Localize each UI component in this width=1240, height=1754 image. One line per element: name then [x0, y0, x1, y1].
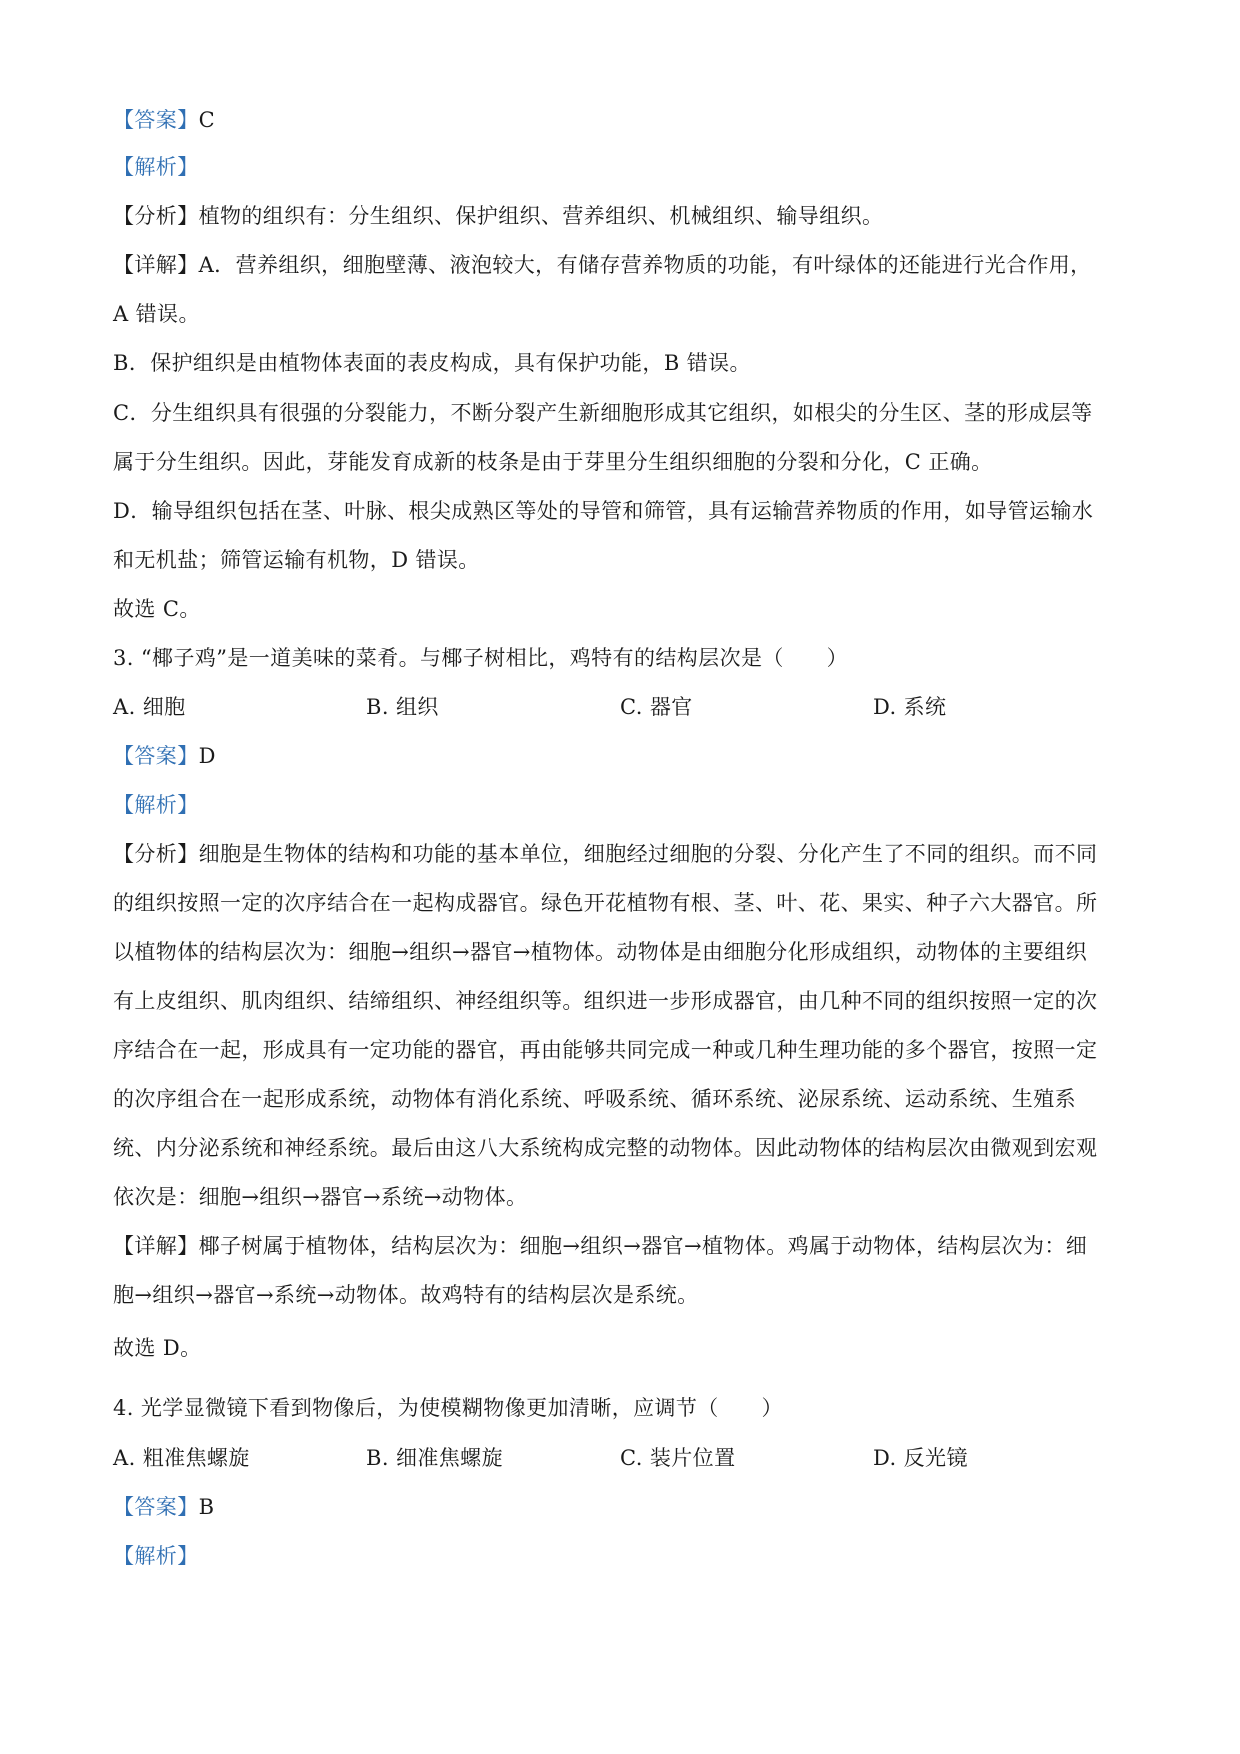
q3-option-b: B. 组织	[366, 695, 439, 719]
q3-option-a: A. 细胞	[113, 695, 186, 719]
q2-option-c-line-2: 属于分生组织。因此，芽能发育成新的枝条是由于芽里分生组织细胞的分裂和分化，C 正确。	[113, 450, 993, 474]
explain-tag: 【解析】	[113, 793, 199, 817]
q3-choice-line: 故选 D。	[113, 1336, 202, 1360]
q3-analysis-line-2: 的组织按照一定的次序结合在一起构成器官。绿色开花植物有根、茎、叶、花、果实、种子六大器官。所	[113, 891, 1098, 915]
q3-analysis-line-4: 有上皮组织、肌肉组织、结缔组织、神经组织等。组织进一步形成器官，由几种不同的组织按照一定的次	[113, 989, 1098, 1013]
q2-option-c-line-1: C．分生组织具有很强的分裂能力，不断分裂产生新细胞形成其它组织，如根尖的分生区、茎的形成层等	[113, 401, 1093, 425]
q2-answer-line	[113, 105, 215, 135]
detail-tag: 【详解】	[113, 253, 199, 277]
q2-detail-line-1	[113, 250, 1092, 280]
q3-stem: 3. “椰子鸡”是一道美味的菜肴。与椰子树相比，鸡特有的结构层次是（ ）	[113, 646, 848, 670]
q4-stem: 4. 光学显微镜下看到物像后，为使模糊物像更加清晰，应调节（ ）	[113, 1396, 783, 1420]
q2-detail-line-2: A 错误。	[113, 302, 200, 326]
q3-analysis-text-1: 细胞是生物体的结构和功能的基本单位，细胞经过细胞的分裂、分化产生了不同的组织。而不同	[198, 842, 1098, 866]
q3-analysis-line-8: 依次是：细胞→组织→器官→系统→动物体。	[113, 1185, 528, 1209]
answer-tag: 【答案】	[113, 108, 199, 132]
answer-tag: 【答案】	[113, 744, 199, 768]
q3-answer-value: D	[198, 744, 216, 768]
q4-option-c: C. 装片位置	[620, 1446, 736, 1470]
analysis-tag: 【分析】	[113, 204, 199, 228]
analysis-tag: 【分析】	[113, 842, 199, 866]
q3-analysis-line-6: 的次序组合在一起形成系统，动物体有消化系统、呼吸系统、循环系统、泌尿系统、运动系统、生殖系	[113, 1087, 1076, 1111]
detail-tag: 【详解】	[113, 1234, 199, 1258]
answer-tag: 【答案】	[113, 1495, 199, 1519]
q4-option-b: B. 细准焦螺旋	[366, 1446, 503, 1470]
q3-analysis-line-3: 以植物体的结构层次为：细胞→组织→器官→植物体。动物体是由细胞分化形成组织，动物体的主要组织	[113, 940, 1088, 964]
q2-option-d-line-1: D．输导组织包括在茎、叶脉、根尖成熟区等处的导管和筛管，具有运输营养物质的作用，如导管运输水	[113, 499, 1094, 523]
q2-option-b-line: B．保护组织是由植物体表面的表皮构成，具有保护功能，B 错误。	[113, 351, 751, 375]
q3-option-c: C. 器官	[620, 695, 693, 719]
q2-analysis-text: 植物的组织有：分生组织、保护组织、营养组织、机械组织、输导组织。	[198, 204, 884, 228]
q2-choice-line: 故选 C。	[113, 597, 201, 621]
q4-answer-value: B	[198, 1495, 215, 1519]
q2-analysis-line	[113, 201, 883, 231]
q3-analysis-line-1	[113, 839, 1097, 869]
q4-option-d: D. 反光镜	[873, 1446, 968, 1470]
q3-analysis-line-5: 序结合在一起，形成具有一定功能的器官，再由能够共同完成一种或几种生理功能的多个器官，按照一定	[113, 1038, 1098, 1062]
q4-answer-line	[113, 1492, 214, 1522]
q3-detail-line-1	[113, 1231, 1087, 1261]
q4-option-a: A. 粗准焦螺旋	[113, 1446, 250, 1470]
q2-detail-text-1: A．营养组织，细胞壁薄、液泡较大，有储存营养物质的功能，有叶绿体的还能进行光合作用，	[198, 253, 1092, 277]
q3-explain-line	[113, 790, 199, 820]
q3-option-d: D. 系统	[873, 695, 947, 719]
explain-tag: 【解析】	[113, 155, 199, 179]
q2-option-d-line-2: 和无机盐；筛管运输有机物，D 错误。	[113, 548, 480, 572]
q2-explain-line	[113, 152, 199, 182]
q3-analysis-line-7: 统、内分泌系统和神经系统。最后由这八大系统构成完整的动物体。因此动物体的结构层次由微观到宏观	[113, 1136, 1098, 1160]
q2-answer-value: C	[198, 108, 216, 132]
q4-explain-line	[113, 1541, 199, 1571]
q3-detail-text-1: 椰子树属于植物体，结构层次为：细胞→组织→器官→植物体。鸡属于动物体，结构层次为：细	[198, 1234, 1088, 1258]
q3-answer-line	[113, 741, 216, 771]
explain-tag: 【解析】	[113, 1544, 199, 1568]
q3-detail-line-2: 胞→组织→器官→系统→动物体。故鸡特有的结构层次是系统。	[113, 1283, 699, 1307]
